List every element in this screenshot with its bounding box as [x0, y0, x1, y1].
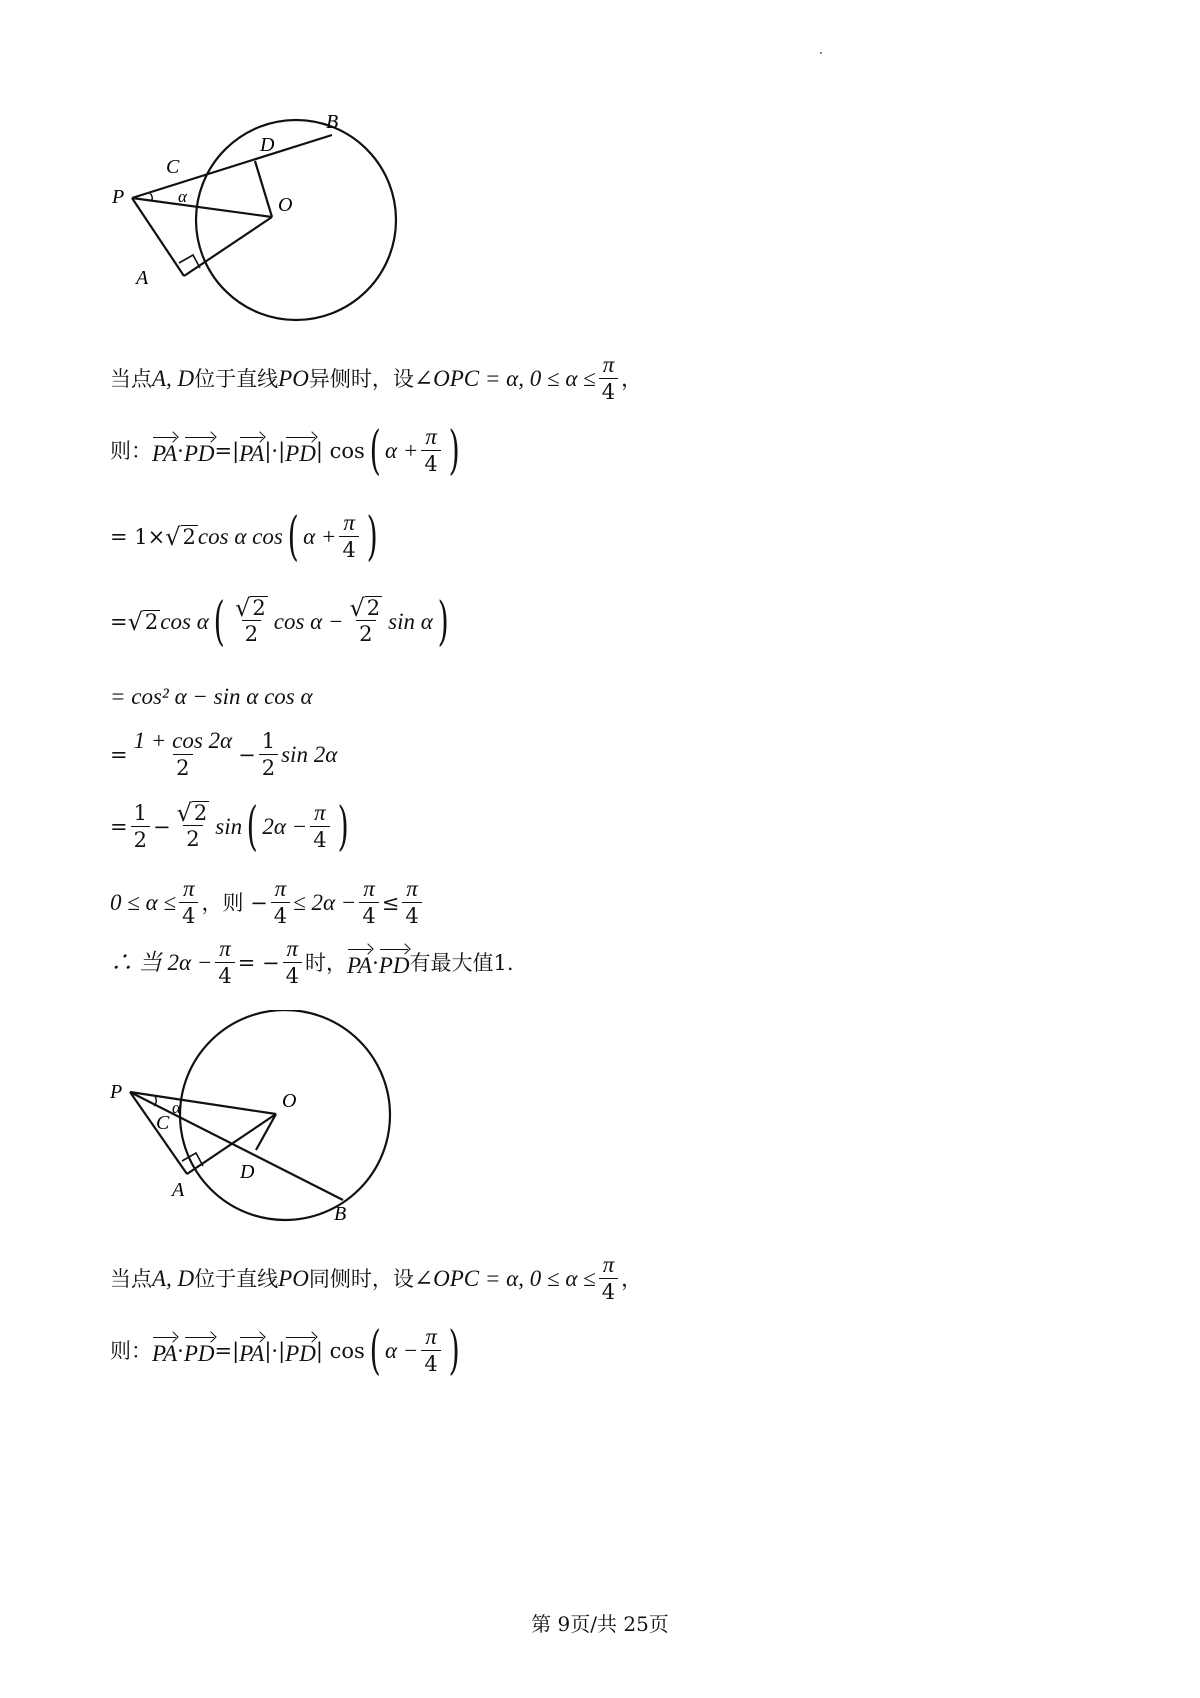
figure-same-side: [110, 1010, 410, 1234]
case1-step6: [110, 796, 353, 857]
angle-def: ∠OPC = α, 0 ≤ α ≤: [413, 365, 596, 391]
text: sin: [215, 813, 243, 839]
label-o: O: [282, 1090, 297, 1112]
equals: =: [110, 742, 128, 767]
left-paren: (: [246, 796, 258, 857]
points: A, D: [152, 1265, 195, 1291]
points: A, D: [152, 365, 195, 391]
label-d: D: [260, 134, 275, 156]
text: = 1×: [110, 524, 166, 549]
text: cos α cos: [197, 523, 283, 549]
equals: =: [110, 814, 128, 839]
text: ，: [621, 1266, 643, 1291]
fraction-sqrt2-2: √ 2 2: [349, 594, 381, 646]
vector-pa: PA: [152, 434, 177, 468]
fraction-half: $\frac{1}{2}$: [259, 728, 278, 781]
left-paren: (: [287, 506, 299, 567]
fraction: $\frac{1 + \cos 2\alpha}{2}$: [133, 728, 233, 780]
fraction-pi-4: $\frac{\pi}{4}$: [215, 936, 234, 989]
text: cos α: [160, 608, 209, 634]
label-p: P: [112, 186, 125, 208]
text: ≤ 2α −: [293, 889, 357, 915]
text: −: [152, 814, 171, 839]
text: α +: [385, 437, 419, 463]
right-paren: ): [448, 420, 460, 481]
text: =|: [214, 438, 240, 463]
text: 同侧时，设: [308, 1266, 414, 1291]
vector-pd: PD: [184, 434, 215, 468]
left-paren: (: [213, 591, 225, 652]
text: sin α: [388, 608, 433, 634]
sqrt-2: √ 2: [127, 607, 159, 636]
text: 位于直线: [194, 366, 279, 391]
fraction-pi-4: $\frac{\pi}{4}$: [310, 800, 329, 853]
label-a: A: [172, 1179, 185, 1201]
vector-pd: PD: [285, 1334, 316, 1368]
case2-intro: [110, 1252, 642, 1305]
label-b: B: [326, 111, 339, 133]
text: sin 2α: [281, 741, 338, 767]
fraction-pi-4: $\frac{\pi}{4}$: [421, 1324, 440, 1377]
angle-def: ∠OPC = α, 0 ≤ α ≤: [413, 1265, 596, 1291]
text: = −: [237, 950, 280, 975]
label-c: C: [156, 1112, 170, 1134]
case1-step3: [110, 591, 453, 652]
figure-opposite-side: [110, 105, 410, 334]
line-po: PO: [278, 1265, 309, 1291]
case1-step1: [110, 420, 464, 481]
fraction-sqrt2-2: √ 2 2: [176, 799, 208, 851]
fraction-pi-4: $\frac{\pi}{4}$: [359, 876, 378, 929]
dot: ·: [372, 950, 379, 975]
text: 则：: [110, 438, 152, 463]
fraction-pi-4: $\frac{\pi}{4}$: [599, 1252, 618, 1305]
label-c: C: [166, 156, 180, 178]
fraction-pi-4: $\frac{\pi}{4}$: [599, 352, 618, 405]
text: 当点: [110, 1266, 152, 1291]
fraction-pi-4: $\frac{\pi}{4}$: [402, 876, 421, 929]
text: 位于直线: [194, 1266, 279, 1291]
text: | cos: [315, 1338, 365, 1363]
vector-pa: PA: [239, 1334, 264, 1368]
right-paren: ): [437, 591, 449, 652]
text: α −: [385, 1337, 419, 1363]
fraction-pi-4: $\frac{\pi}{4}$: [339, 510, 358, 563]
text: |·|: [264, 438, 286, 463]
fraction-sqrt2-2: √ 2 2: [235, 594, 266, 646]
text: ，则 −: [201, 890, 268, 915]
label-d: D: [240, 1161, 255, 1183]
text: −: [238, 742, 256, 767]
text: ∴ 当 2α −: [110, 949, 213, 975]
left-paren: (: [369, 420, 381, 481]
text: 异侧时，设: [308, 366, 414, 391]
line-po: PO: [278, 365, 309, 391]
text: 0 ≤ α ≤: [110, 889, 177, 915]
vector-pd: PD: [285, 434, 316, 468]
text: 有最大值1.: [409, 950, 514, 975]
case1-step5: [110, 728, 337, 781]
text: 则：: [110, 1338, 152, 1363]
fraction-pi-4: $\frac{\pi}{4}$: [283, 936, 302, 989]
page-footer: 第 9页/共 25页: [531, 1612, 669, 1636]
right-paren: ): [366, 506, 378, 567]
vector-pa: PA: [152, 1334, 177, 1368]
sqrt-2: √ 2: [165, 522, 196, 551]
fraction-half: $\frac{1}{2}$: [131, 800, 150, 853]
label-b: B: [334, 1203, 347, 1225]
text: cos α −: [273, 608, 344, 634]
label-o: O: [278, 194, 293, 216]
text: =|: [214, 1338, 240, 1363]
vector-pa: PA: [347, 946, 372, 980]
label-p: P: [110, 1081, 123, 1103]
right-paren: ): [337, 796, 349, 857]
fraction-pi-4: $\frac{\pi}{4}$: [179, 876, 198, 929]
left-paren: (: [369, 1320, 381, 1381]
case1-conclusion: [110, 936, 514, 989]
label-alpha: α: [178, 187, 187, 206]
right-paren: ): [448, 1320, 460, 1381]
text: 时，: [304, 950, 347, 975]
vector-pd: PD: [379, 946, 410, 980]
text: ，: [621, 366, 643, 391]
speck: [820, 52, 822, 54]
case2-step1: [110, 1320, 464, 1381]
text: ≤: [381, 890, 400, 915]
case1-step2: [110, 506, 382, 567]
dot: ·: [177, 1338, 184, 1363]
text: |·|: [264, 1338, 286, 1363]
vector-pa: PA: [239, 434, 264, 468]
equals: =: [110, 609, 128, 634]
fraction-pi-4: $\frac{\pi}{4}$: [421, 424, 440, 477]
dot: ·: [177, 438, 184, 463]
text: 2α −: [262, 813, 308, 839]
label-alpha: α: [172, 1098, 181, 1117]
text: = cos² α − sin α cos α: [110, 684, 313, 709]
vector-pd: PD: [184, 1334, 215, 1368]
fraction-pi-4: $\frac{\pi}{4}$: [271, 876, 290, 929]
text: 当点: [110, 366, 152, 391]
case1-range: [110, 876, 425, 929]
case1-intro: [110, 352, 642, 405]
text: | cos: [315, 438, 365, 463]
label-a: A: [136, 267, 149, 289]
case1-step4: [110, 683, 313, 711]
text: α +: [303, 523, 337, 549]
